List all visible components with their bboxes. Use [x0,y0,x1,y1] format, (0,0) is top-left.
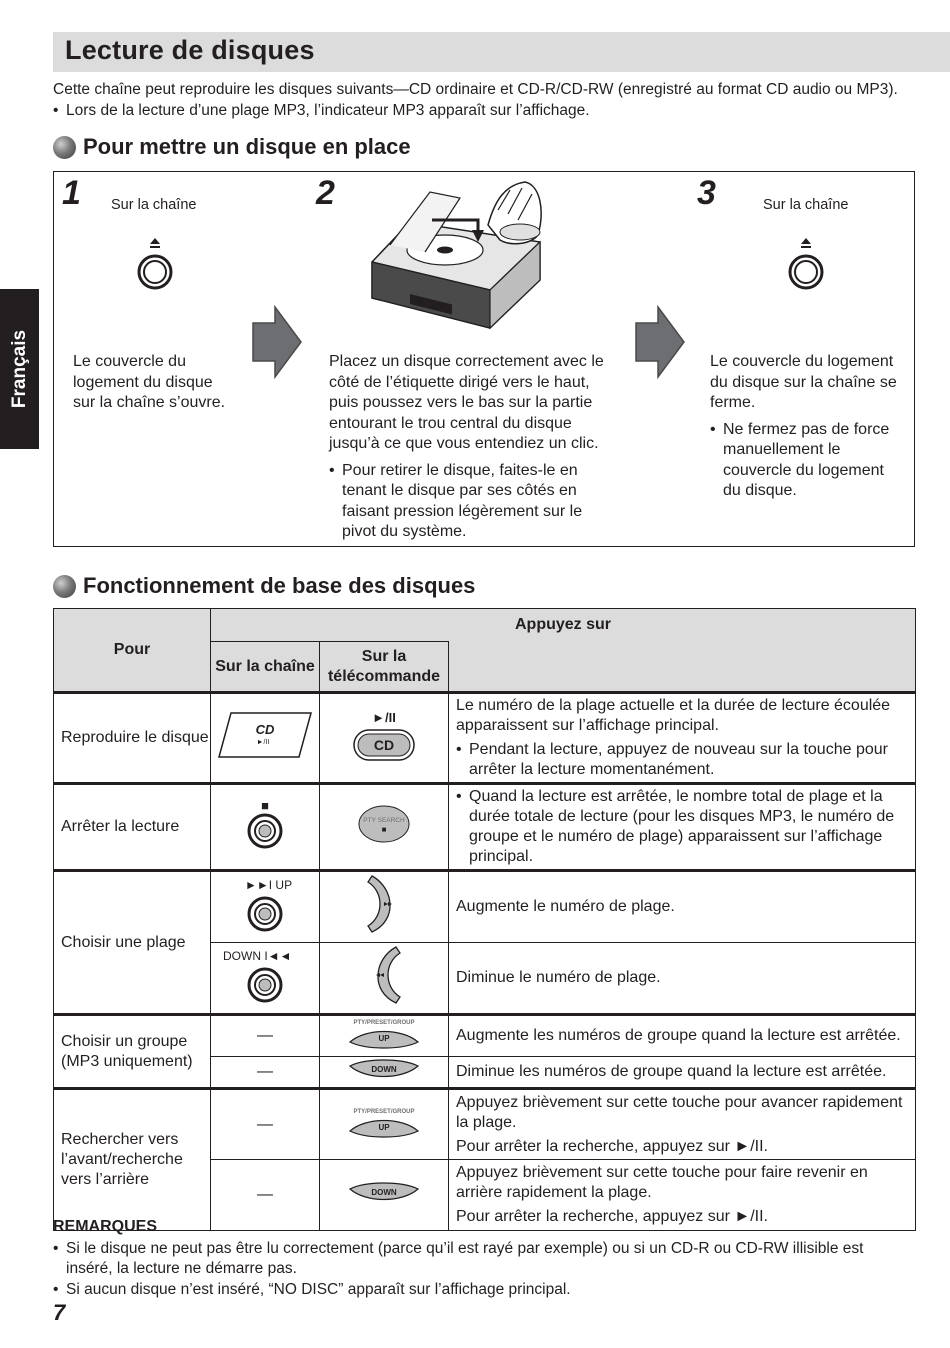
arrow-right-icon [634,305,686,379]
search-rev-dash: — [257,1186,273,1203]
row-stop-unit-cell [211,784,320,871]
step-1-caption: Sur la chaîne [111,197,197,213]
row-search-fwd-unit-cell [211,1089,320,1160]
row-stop-bullet: • Quand la lecture est arrêtée, le nombre total de plage et la durée totale de lecture (pour les disques MP3, le numéro de groupe et le numéro de plage) apparaissent sur l’affichage principal. [456,787,909,867]
remote-cd-label: CD [373,737,395,753]
step-1-number: 1 [62,174,81,212]
row-track-down-remote-cell [320,943,449,1015]
search-rev-stop-bold: Pour arrêter la recherche, [456,1208,639,1225]
eject-button-icon [134,236,176,292]
search-fwd-stop-bold: Pour arrêter la recherche, [456,1137,639,1155]
section-heading-basic-ops [53,573,475,599]
step-3-main-text: Le couvercle du logement du disque sur la chaîne se ferme. [710,353,897,411]
step-2-text [329,352,614,543]
remote-group-up-button-icon [346,1016,422,1050]
remote-search-up-button-icon [346,1105,422,1139]
remote-cd-button-icon [352,728,416,762]
search-rev-stop-rest: appuyez sur ►/II. [638,1208,768,1225]
intro-text: Cette chaîne peut reproduire les disques suivants—CD ordinaire et CD-R/CD-RW (enregistré au format CD audio ou MP3). [53,81,898,98]
search-fwd-stop [456,1137,909,1157]
section-heading-basic-ops-text: Fonctionnement de base des disques [83,573,476,598]
language-tab [0,289,39,449]
cd-unit-label: CD [255,722,275,737]
note-item: • Si aucun disque n’est inséré, “NO DISC” apparaît sur l’affichage principal. [53,1280,913,1301]
search-up-top-label: PTY/PRESET/GROUP [353,1108,415,1115]
header-appuyez: Appuyez sur [211,609,916,642]
search-fwd-dash: — [257,1115,273,1133]
cd-play-pause-button-icon [215,710,315,760]
row-track-label: Choisir une plage [54,871,211,1015]
row-play-remote-cell [320,693,449,784]
row-track-down-desc: Diminue le numéro de plage. [449,943,916,1015]
group-up-label: UP [378,1034,390,1043]
row-track-up-desc: Augmente le numéro de plage. [449,871,916,943]
row-track-down-unit-cell [211,943,320,1015]
remote-search-down-button-icon [346,1181,422,1203]
row-search-fwd-desc [449,1089,916,1160]
group-down-dash: — [257,1063,273,1080]
step-3-text [710,352,900,502]
step-2-number: 2 [316,174,335,212]
track-up-label: ►►I UP [245,878,293,892]
page-number: 7 [53,1300,66,1325]
search-fwd-stop-rest: appuyez sur ►/II. [638,1137,768,1155]
operations-table [53,608,916,1231]
intro [53,79,933,121]
row-search-label: Rechercher vers l’avant/recherche vers l’arrière [54,1089,211,1231]
row-play-desc [449,693,916,784]
row-group-label: Choisir un groupe (MP3 uniquement) [54,1015,211,1089]
remote-next-arc-button-icon [364,872,404,936]
row-stop-label: Arrêter la lecture [54,784,211,871]
language-tab-label: Français [8,329,30,409]
step-2-bullet: • Pour retirer le disque, faites-le en tenant le disque par ses côtés en faisant pression légèrement sur le pivot du système. [329,461,614,543]
title-bar [53,32,950,72]
row-group-down-unit-cell [211,1057,320,1089]
row-search-fwd-remote-cell [320,1089,449,1160]
arrow-right-icon [251,305,303,379]
row-group-down-desc: Diminue les numéros de groupe quand la lecture est arrêtée. [449,1057,916,1089]
row-play-bullet: • Pendant la lecture, appuyez de nouveau sur la touche pour arrêter la lecture momentanément. [456,740,909,780]
group-down-label: DOWN [371,1065,397,1074]
header-telecommande: Sur la télécommande [320,642,449,693]
stop-button-icon [246,812,284,850]
step-1-text: Le couvercle du logement du disque sur la chaîne s’ouvre. [73,353,226,411]
row-play-unit-cell [211,693,320,784]
step-3-caption: Sur la chaîne [763,197,849,213]
group-up-top-label: PTY/PRESET/GROUP [353,1020,415,1026]
steps-box [53,171,915,547]
section-heading-insert-text: Pour mettre un disque en place [83,134,411,159]
skip-forward-button-icon [246,895,284,933]
search-rev-text: Appuyez brièvement sur cette touche pour faire revenir en arrière rapidement la plage. [456,1164,868,1201]
header-chaine: Sur la chaîne [211,642,320,693]
bullet-ball-icon [53,575,76,598]
group-up-dash: — [257,1027,273,1044]
row-group-up-desc: Augmente les numéros de groupe quand la lecture est arrêtée. [449,1015,916,1057]
notes [53,1217,913,1300]
remote-play-symbol: ►/II [372,710,396,725]
row-track-up-remote-cell [320,871,449,943]
header-empty [449,642,916,693]
row-group-down-remote-cell [320,1057,449,1089]
remote-previous-arc-button-icon [364,943,404,1007]
skip-back-button-icon [246,966,284,1004]
eject-button-icon [785,236,827,292]
page-title: Lecture de disques [65,35,315,65]
remote-group-down-button-icon [346,1058,422,1080]
header-pour: Pour [54,609,211,693]
row-stop-desc [449,784,916,871]
pty-search-label: PTY SEARCH [363,817,405,824]
cd-unit-sub: ►/II [256,739,270,746]
track-down-label: DOWN I◄◄ [223,949,292,963]
cd-player-insert-illustration [370,180,570,330]
pty-search-symbol: ■ [381,825,387,834]
step-3-number: 3 [697,174,716,212]
row-play-label: Reproduire le disque [54,693,211,784]
notes-heading: REMARQUES [53,1218,158,1235]
remote-pty-search-button-icon [357,804,411,844]
search-fwd-text: Appuyez brièvement sur cette touche pour avancer rapidement la plage. [456,1093,903,1131]
note-item: • Si le disque ne peut pas être lu correctement (parce qu’il est rayé par exemple) ou si un CD-R ou CD-RW illisible est inséré, la lecture ne démarre pas. [53,1239,913,1280]
search-up-label: UP [378,1122,390,1132]
row-group-up-remote-cell [320,1015,449,1057]
stop-symbol: ■ [261,797,269,813]
step-2-main-text: Placez un disque correctement avec le côté de l’étiquette dirigé vers le haut, puis poussez vers le bas sur la partie entourant le trou central du disque jusqu’à ce que vous entendiez un clic. [329,353,604,452]
row-group-up-unit-cell [211,1015,320,1057]
bullet-ball-icon [53,136,76,159]
step-3-bullet: • Ne fermez pas de force manuellement le couvercle du logement du disque. [710,420,900,502]
row-play-desc-text: Le numéro de la plage actuelle et la durée de lecture écoulée apparaissent sur l’affichage principal. [456,697,891,734]
search-down-label: DOWN [371,1188,397,1197]
row-stop-remote-cell [320,784,449,871]
section-heading-insert [53,134,411,160]
row-track-up-unit-cell [211,871,320,943]
intro-bullet: • Lors de la lecture d’une plage MP3, l’indicateur MP3 apparaît sur l’affichage. [53,100,933,121]
